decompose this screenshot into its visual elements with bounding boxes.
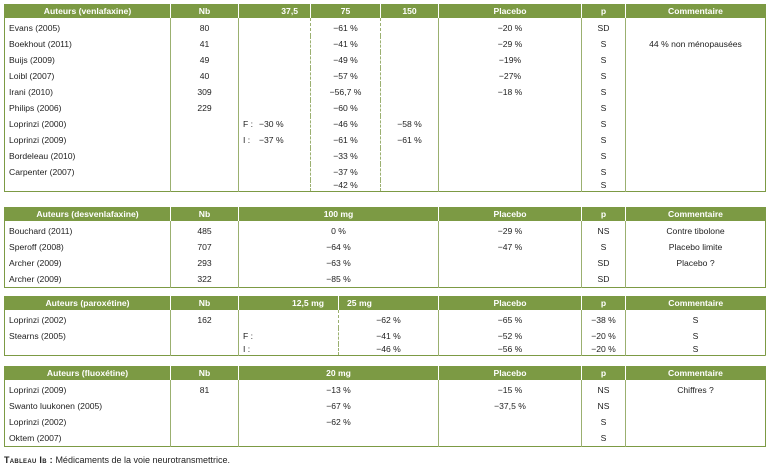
table-cell: Placebo ? <box>626 255 766 271</box>
header-cell: Auteurs (venlafaxine) <box>5 4 171 18</box>
table-cell: −47 % <box>439 239 582 255</box>
table-cell: S <box>626 328 766 344</box>
table-row <box>5 398 766 414</box>
table-cell: NS <box>582 221 626 239</box>
table-cell <box>626 398 766 414</box>
author-cell: Swanto luukonen (2005) <box>9 400 103 411</box>
table-cell <box>239 84 311 100</box>
table-cell: −41 % <box>311 36 381 52</box>
author-cell: Buijs (2009) <box>9 54 55 65</box>
table-cell: −29 % <box>439 36 582 52</box>
author-cell: Archer (2009) <box>9 273 62 284</box>
table-cell <box>239 148 311 164</box>
header-cell: Auteurs (paroxétine) <box>5 296 171 310</box>
table-cell: Chiffres ? <box>626 380 766 398</box>
table-cell <box>439 271 582 288</box>
table-cell: −15 % <box>439 380 582 398</box>
cell-value: −30 % <box>259 118 284 129</box>
table-cell <box>439 414 582 430</box>
header-cell: Nb <box>171 207 239 221</box>
table-cell: S <box>626 344 766 356</box>
paroxetine-table <box>4 296 766 356</box>
fluoxetine-table <box>4 366 766 447</box>
table-cell: S <box>582 414 626 430</box>
table-cell: 485 <box>171 221 239 239</box>
table-cell: −56,7 % <box>311 84 381 100</box>
table-cell <box>239 180 311 192</box>
table-cell <box>239 68 311 84</box>
table-row <box>5 271 766 288</box>
table-cell <box>239 116 311 132</box>
table-cell <box>171 148 239 164</box>
table-cell <box>239 310 339 328</box>
table-cell <box>381 148 439 164</box>
table-cell: −41 % <box>339 328 439 344</box>
header-cell: 37,5 <box>239 4 311 18</box>
table-cell: S <box>582 164 626 180</box>
table-cell <box>381 18 439 36</box>
table-cell <box>381 100 439 116</box>
table-row <box>5 132 766 148</box>
author-cell: Stearns (2005) <box>9 330 66 341</box>
venlafaxine-table <box>4 4 766 192</box>
table-row <box>5 414 766 430</box>
table-cell: 80 <box>171 18 239 36</box>
table-cell: −67 % <box>239 398 439 414</box>
cell-value: −37 % <box>259 134 284 145</box>
table-cell <box>626 18 766 36</box>
table-cell: I : <box>239 344 339 356</box>
table-row <box>5 148 766 164</box>
header-cell: Commentaire <box>626 4 766 18</box>
table-cell: −61 % <box>311 18 381 36</box>
table-cell <box>439 100 582 116</box>
table-cell <box>381 180 439 192</box>
table-cell: −38 % <box>582 310 626 328</box>
table-cell: −62 % <box>239 414 439 430</box>
table-cell: S <box>582 116 626 132</box>
table-row <box>5 52 766 68</box>
table-cell <box>626 52 766 68</box>
table-cell <box>626 84 766 100</box>
table-row <box>5 255 766 271</box>
author-cell: Speroff (2008) <box>9 241 64 252</box>
table-cell <box>171 180 239 192</box>
table-cell <box>239 430 439 447</box>
table-header-row <box>5 207 766 221</box>
table-cell <box>439 148 582 164</box>
header-cell: p <box>582 366 626 380</box>
header-cell: Commentaire <box>626 207 766 221</box>
table-cell: 49 <box>171 52 239 68</box>
table-cell: SD <box>582 18 626 36</box>
author-cell: Oktem (2007) <box>9 432 62 443</box>
author-cell: Loprinzi (2000) <box>9 118 67 129</box>
table-caption <box>4 455 230 465</box>
table-row <box>5 180 766 192</box>
table-cell: −65 % <box>439 310 582 328</box>
table-cell: S <box>582 132 626 148</box>
table-cell <box>626 414 766 430</box>
table-cell: S <box>582 52 626 68</box>
header-cell: Nb <box>171 4 239 18</box>
table-cell <box>439 180 582 192</box>
table-cell <box>626 100 766 116</box>
table-cell: S <box>626 310 766 328</box>
author-cell: Loprinzi (2009) <box>9 134 67 145</box>
table-cell: −49 % <box>311 52 381 68</box>
header-cell: 12,5 mg <box>239 296 339 310</box>
table-cell <box>626 68 766 84</box>
table-row <box>5 344 766 356</box>
table-header-row <box>5 4 766 18</box>
table-cell: 293 <box>171 255 239 271</box>
table-cell <box>626 132 766 148</box>
table-cell <box>239 100 311 116</box>
author-cell: Carpenter (2007) <box>9 166 75 177</box>
table-cell <box>171 398 239 414</box>
table-cell <box>381 52 439 68</box>
table-cell <box>626 271 766 288</box>
table-cell: SD <box>582 271 626 288</box>
table-cell <box>381 36 439 52</box>
table-header-row <box>5 296 766 310</box>
table-row <box>5 380 766 398</box>
author-cell: Boekhout (2011) <box>9 38 72 49</box>
table-cell <box>439 116 582 132</box>
table-cell <box>626 148 766 164</box>
table-cell <box>626 116 766 132</box>
table-cell: 162 <box>171 310 239 328</box>
table-cell <box>381 68 439 84</box>
table-cell: −52 % <box>439 328 582 344</box>
table-cell: −56 % <box>439 344 582 356</box>
table-cell: −20 % <box>439 18 582 36</box>
header-cell: Placebo <box>439 296 582 310</box>
table-cell: −18 % <box>439 84 582 100</box>
table-cell: 309 <box>171 84 239 100</box>
header-cell: Placebo <box>439 366 582 380</box>
table-cell <box>239 36 311 52</box>
table-cell: −46 % <box>339 344 439 356</box>
author-cell: Evans (2005) <box>9 22 61 33</box>
table-cell: −27% <box>439 68 582 84</box>
header-cell: Auteurs (fluoxétine) <box>5 366 171 380</box>
table-cell: 44 % non ménopausées <box>626 36 766 52</box>
table-cell: −42 % <box>311 180 381 192</box>
table-cell <box>626 430 766 447</box>
author-cell: Bouchard (2011) <box>9 225 73 236</box>
author-cell <box>5 180 171 192</box>
author-cell: Loprinzi (2009) <box>9 384 67 395</box>
table-cell: 707 <box>171 239 239 255</box>
table-row <box>5 328 766 344</box>
table-cell: −64 % <box>239 239 439 255</box>
table-row <box>5 164 766 180</box>
table-cell: −61 % <box>311 132 381 148</box>
table-cell <box>239 18 311 36</box>
table-cell <box>171 328 239 344</box>
group-label: I : <box>243 134 251 145</box>
table-row <box>5 100 766 116</box>
table-cell: −33 % <box>311 148 381 164</box>
table-row <box>5 68 766 84</box>
table-row <box>5 36 766 52</box>
table-cell <box>171 344 239 356</box>
table-cell: 81 <box>171 380 239 398</box>
table-cell: 0 % <box>239 221 439 239</box>
table-cell <box>171 164 239 180</box>
table-cell: −20 % <box>582 328 626 344</box>
header-cell: p <box>582 207 626 221</box>
table-cell <box>626 180 766 192</box>
header-cell: Placebo <box>439 207 582 221</box>
table-cell: NS <box>582 380 626 398</box>
table-cell: SD <box>582 255 626 271</box>
table-row <box>5 84 766 100</box>
header-cell: 100 mg <box>239 207 439 221</box>
table-cell <box>171 430 239 447</box>
header-cell: Commentaire <box>626 296 766 310</box>
header-cell: Nb <box>171 366 239 380</box>
table-cell: Placebo limite <box>626 239 766 255</box>
table-cell: −63 % <box>239 255 439 271</box>
desvenlafaxine-table <box>4 207 766 288</box>
table-row <box>5 221 766 239</box>
table-cell: 229 <box>171 100 239 116</box>
table-cell: −57 % <box>311 68 381 84</box>
table-cell <box>439 430 582 447</box>
author-cell: Loprinzi (2002) <box>9 416 67 427</box>
table-cell: S <box>582 180 626 192</box>
table-cell <box>439 132 582 148</box>
table-cell: −62 % <box>339 310 439 328</box>
table-cell <box>439 164 582 180</box>
author-cell <box>5 344 171 356</box>
header-cell: 20 mg <box>239 366 439 380</box>
header-cell: 75 <box>311 4 381 18</box>
table-cell: S <box>582 68 626 84</box>
table-cell: F : <box>239 328 339 344</box>
table-cell: S <box>582 430 626 447</box>
header-cell: p <box>582 296 626 310</box>
table-cell <box>171 414 239 430</box>
group-label: F : <box>243 118 254 129</box>
table-cell: 40 <box>171 68 239 84</box>
table-cell <box>239 132 311 148</box>
table-row <box>5 310 766 328</box>
table-row <box>5 239 766 255</box>
header-cell: Auteurs (desvenlafaxine) <box>5 207 171 221</box>
table-row <box>5 116 766 132</box>
table-cell <box>381 164 439 180</box>
table-cell <box>171 116 239 132</box>
table-cell: −20 % <box>582 344 626 356</box>
table-header-row <box>5 366 766 380</box>
table-cell: 322 <box>171 271 239 288</box>
table-cell: −13 % <box>239 380 439 398</box>
table-cell: −46 % <box>311 116 381 132</box>
table-cell: Contre tibolone <box>626 221 766 239</box>
author-cell: Bordeleau (2010) <box>9 150 76 161</box>
header-cell: 150 <box>381 4 439 18</box>
author-cell: Loibl (2007) <box>9 70 55 81</box>
header-cell: Nb <box>171 296 239 310</box>
header-cell: Placebo <box>439 4 582 18</box>
table-cell: −85 % <box>239 271 439 288</box>
author-cell: Loprinzi (2002) <box>9 314 67 325</box>
table-cell: S <box>582 239 626 255</box>
table-cell <box>239 52 311 68</box>
author-cell: Irani (2010) <box>9 86 53 97</box>
header-cell: 25 mg <box>339 296 439 310</box>
caption-text: Médicaments de la voie neurotransmettrice. <box>52 455 231 465</box>
header-cell: Commentaire <box>626 366 766 380</box>
table-cell: S <box>582 100 626 116</box>
table-cell: S <box>582 148 626 164</box>
table-cell: NS <box>582 398 626 414</box>
table-row <box>5 18 766 36</box>
table-cell <box>239 164 311 180</box>
table-cell: 41 <box>171 36 239 52</box>
table-cell: −61 % <box>381 132 439 148</box>
table-cell: −58 % <box>381 116 439 132</box>
table-cell: −60 % <box>311 100 381 116</box>
table-cell: S <box>582 84 626 100</box>
table-cell <box>626 164 766 180</box>
table-cell: −29 % <box>439 221 582 239</box>
table-cell <box>439 255 582 271</box>
author-cell: Philips (2006) <box>9 102 62 113</box>
caption-label: Tableau Ib : <box>4 455 53 465</box>
table-cell <box>171 132 239 148</box>
table-row <box>5 430 766 447</box>
table-cell: −37,5 % <box>439 398 582 414</box>
header-cell: p <box>582 4 626 18</box>
table-cell: S <box>582 36 626 52</box>
table-cell: −19% <box>439 52 582 68</box>
table-cell <box>381 84 439 100</box>
table-cell: −37 % <box>311 164 381 180</box>
author-cell: Archer (2009) <box>9 257 62 268</box>
